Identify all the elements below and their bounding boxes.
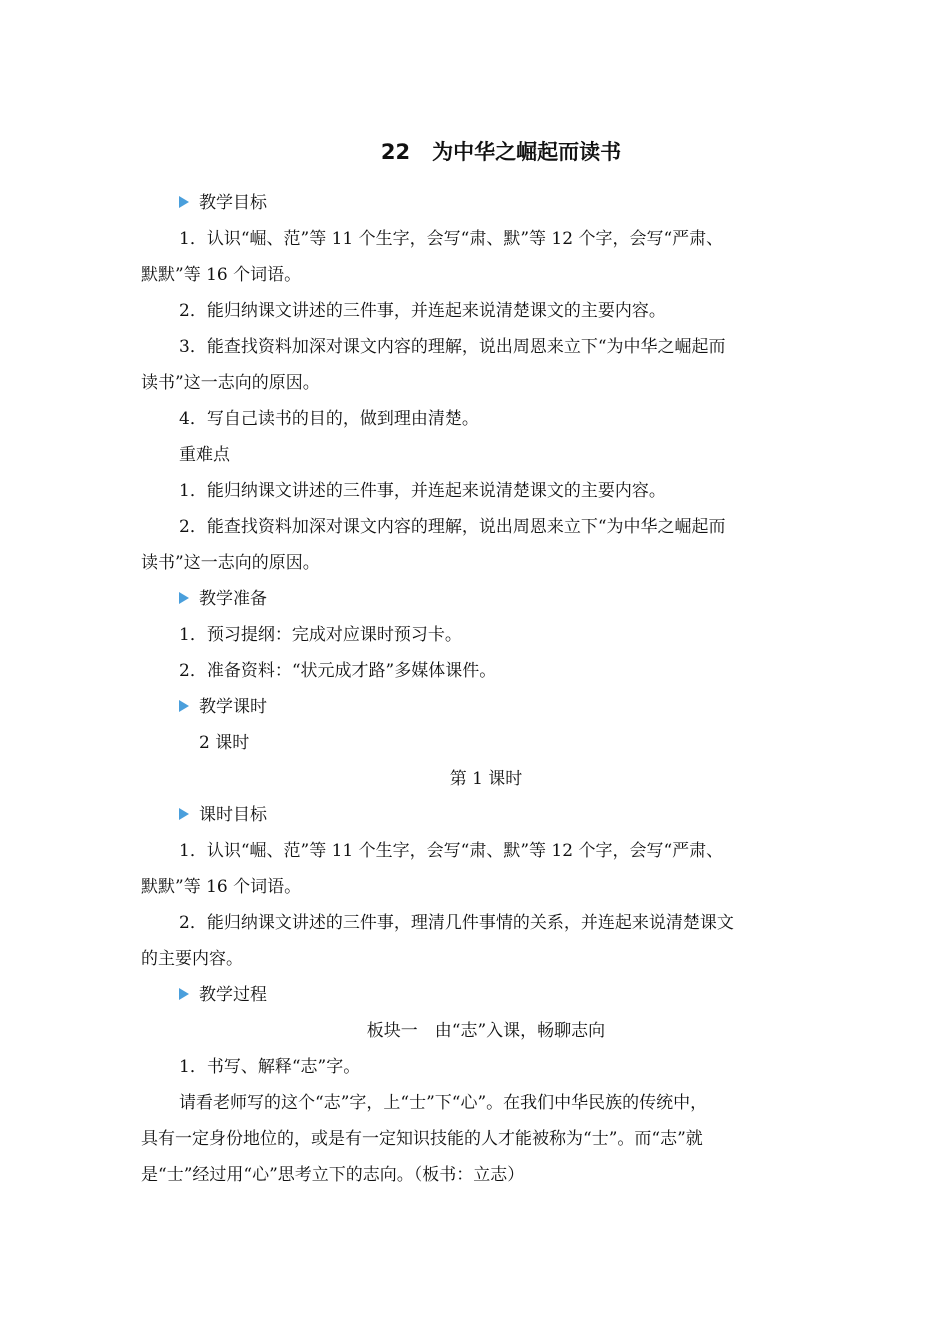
key-point-2: 2．能查找资料加深对课文内容的理解，说出周恩来立下“为中华之崛起而 (179, 517, 726, 537)
section-heading-goals: 教学目标 (141, 185, 831, 221)
periods-value: 2 课时 (199, 733, 250, 753)
document-body (141, 185, 831, 1193)
page-title (0, 136, 950, 166)
goal-item-3: 3．能查找资料加深对课文内容的理解，说出周恩来立下“为中华之崛起而 (179, 337, 726, 357)
period-goal-2-cont: 的主要内容。 (141, 949, 243, 969)
goal-item-1: 1．认识“崛、范”等 11 个生字，会写“肃、默”等 12 个字，会写“严肃、 (179, 229, 724, 249)
section-heading-prep: 教学准备 (141, 581, 831, 617)
prep-item-2: 2．准备资料：“状元成才路”多媒体课件。 (179, 661, 497, 681)
goal-item-4: 4．写自己读书的目的，做到理由清楚。 (179, 409, 479, 429)
block-1-title: 板块一 由“志”入课，畅聊志向 (366, 1021, 606, 1041)
section-heading-key-points: 重难点 (179, 445, 230, 465)
period-1-heading: 第 1 课时 (449, 769, 523, 789)
period-goal-1: 1．认识“崛、范”等 11 个生字，会写“肃、默”等 12 个字，会写“严肃、 (179, 841, 724, 861)
lesson-number: 22 (380, 140, 411, 164)
triangle-bullet-icon (179, 808, 189, 820)
process-paragraph-line-2: 具有一定身份地位的，或是有一定知识技能的人才能被称为“士”。而“志”就 (141, 1129, 703, 1149)
process-paragraph-line-1: 请看老师写的这个“志”字，上“士”下“心”。在我们中华民族的传统中， (179, 1093, 708, 1113)
section-heading-periods: 教学课时 (141, 689, 831, 725)
period-goal-1-cont: 默默”等 16 个词语。 (141, 877, 302, 897)
lesson-title: 为中华之崛起而读书 (432, 140, 622, 164)
goal-item-2: 2．能归纳课文讲述的三件事，并连起来说清楚课文的主要内容。 (179, 301, 666, 321)
key-point-2-cont: 读书”这一志向的原因。 (141, 553, 320, 573)
process-step-1: 1．书写、解释“志”字。 (179, 1057, 361, 1077)
section-heading-process: 教学过程 (141, 977, 831, 1013)
section-heading-period-goals: 课时目标 (141, 797, 831, 833)
process-paragraph-line-3: 是“士”经过用“心”思考立下的志向。（板书：立志） (141, 1165, 525, 1185)
triangle-bullet-icon (179, 196, 189, 208)
triangle-bullet-icon (179, 592, 189, 604)
period-goal-2: 2．能归纳课文讲述的三件事，理清几件事情的关系，并连起来说清楚课文 (179, 913, 734, 933)
triangle-bullet-icon (179, 700, 189, 712)
goal-item-1-cont: 默默”等 16 个词语。 (141, 265, 302, 285)
goal-item-3-cont: 读书”这一志向的原因。 (141, 373, 320, 393)
triangle-bullet-icon (179, 988, 189, 1000)
prep-item-1: 1．预习提纲：完成对应课时预习卡。 (179, 625, 462, 645)
key-point-1: 1．能归纳课文讲述的三件事，并连起来说清楚课文的主要内容。 (179, 481, 666, 501)
